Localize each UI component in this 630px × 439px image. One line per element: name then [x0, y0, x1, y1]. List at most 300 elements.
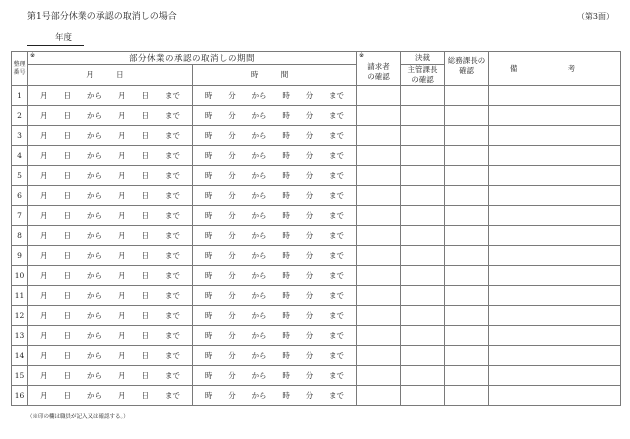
table-row — [12, 306, 621, 326]
time-range-cell[interactable] — [193, 246, 357, 266]
requester-confirm-cell[interactable] — [357, 306, 401, 326]
manager-confirm-cell[interactable] — [401, 326, 445, 346]
gad-chief-confirm-cell[interactable] — [445, 306, 489, 326]
date-unit-label: まで — [165, 371, 180, 380]
manager-confirm-cell[interactable] — [401, 246, 445, 266]
remarks-cell[interactable] — [489, 286, 621, 306]
time-unit-label: 時 — [204, 331, 213, 340]
date-range-cell[interactable] — [28, 146, 193, 166]
time-unit-label: から — [251, 231, 267, 240]
time-unit-label: から — [251, 391, 267, 400]
manager-confirm-cell[interactable] — [401, 146, 445, 166]
time-unit-label: から — [251, 171, 267, 180]
date-unit-label: 日 — [141, 251, 149, 260]
time-unit-label: まで — [329, 351, 345, 360]
row-number: 13 — [12, 326, 28, 346]
manager-confirm-cell[interactable] — [401, 346, 445, 366]
time-unit-label: 時 — [282, 251, 290, 260]
date-unit-label: 日 — [141, 151, 149, 160]
table-row — [12, 246, 621, 266]
date-range-cell[interactable] — [28, 366, 193, 386]
row-number: 12 — [12, 306, 28, 326]
date-unit-label: 月 — [40, 271, 48, 280]
time-unit-label: から — [251, 311, 267, 320]
date-range-cell[interactable] — [28, 286, 193, 306]
date-unit-label: 日 — [63, 91, 71, 100]
requester-header-line1: 請求者 — [367, 61, 390, 71]
date-unit-label: 月 — [40, 331, 48, 340]
time-unit-label: 時 — [282, 111, 290, 120]
time-range-cell[interactable] — [193, 366, 357, 386]
time-unit-label: まで — [329, 311, 345, 320]
time-unit-label: 時 — [282, 311, 290, 320]
time-unit-label: 時 — [282, 151, 290, 160]
time-unit-label: から — [251, 351, 267, 360]
gad-header-line1: 総務課長の — [447, 55, 486, 65]
remarks-cell[interactable] — [489, 306, 621, 326]
time-unit-label: 分 — [305, 231, 314, 240]
time-unit-label: 時 — [204, 351, 213, 360]
remarks-cell[interactable] — [489, 186, 621, 206]
remarks-title: 備 考 — [509, 63, 600, 73]
date-unit-label: 日 — [63, 311, 71, 320]
date-unit-label: まで — [165, 331, 180, 340]
time-unit-label: 分 — [305, 151, 314, 160]
gad-header-line2: 確認 — [459, 65, 475, 75]
date-unit-label: 月 — [118, 171, 126, 180]
time-unit-label: から — [251, 131, 267, 140]
date-unit-label: から — [87, 311, 102, 320]
gad-chief-confirm-cell[interactable] — [445, 106, 489, 126]
manager-confirm-cell[interactable] — [401, 286, 445, 306]
time-unit-label: 時 — [282, 171, 290, 180]
time-range-cell[interactable] — [193, 266, 357, 286]
time-range-cell[interactable] — [193, 346, 357, 366]
table-row — [12, 166, 621, 186]
time-unit-label: 分 — [305, 251, 314, 260]
date-unit-label: 月 — [40, 371, 48, 380]
row-number: 9 — [12, 246, 28, 266]
date-unit-label: 日 — [141, 91, 149, 100]
staff-mark: ※ — [30, 52, 36, 59]
date-range-cell[interactable] — [28, 346, 193, 366]
date-unit-label: 月 — [40, 211, 48, 220]
row-number: 4 — [12, 146, 28, 166]
manager-confirm-cell[interactable] — [401, 366, 445, 386]
manager-confirm-cell[interactable] — [401, 106, 445, 126]
date-unit-label: 日 — [63, 351, 71, 360]
remarks-cell[interactable] — [489, 106, 621, 126]
date-unit-label: から — [87, 371, 102, 380]
requester-header-line2: の確認 — [367, 71, 390, 81]
requester-confirm-cell[interactable] — [357, 106, 401, 126]
time-unit-label: 時 — [282, 271, 290, 280]
time-unit-label: 時 — [282, 191, 290, 200]
date-unit-label: 日 — [63, 391, 71, 400]
time-unit-label: 分 — [305, 351, 314, 360]
date-unit-label: 日 — [141, 231, 149, 240]
remarks-cell[interactable] — [489, 326, 621, 346]
date-unit-label: 日 — [141, 131, 149, 140]
time-range-cell[interactable] — [193, 126, 357, 146]
date-range-cell[interactable] — [28, 246, 193, 266]
gad-chief-confirm-cell[interactable] — [445, 166, 489, 186]
date-unit-label: 月 — [118, 211, 126, 220]
row-number: 11 — [12, 286, 28, 306]
time-unit-label: 時 — [204, 111, 213, 120]
date-unit-label: から — [87, 91, 102, 100]
time-unit-label: まで — [329, 111, 345, 120]
time-unit-label: 分 — [228, 91, 236, 100]
time-unit-label: まで — [329, 211, 345, 220]
date-unit-label: 月 — [40, 91, 48, 100]
time-unit-label: 分 — [305, 91, 314, 100]
time-unit-label: 分 — [305, 371, 314, 380]
requester-confirm-cell[interactable] — [357, 146, 401, 166]
date-unit-label: 月 — [40, 251, 48, 260]
date-unit-label: から — [87, 231, 102, 240]
table-row — [12, 346, 621, 366]
date-unit-label: 月 — [118, 331, 126, 340]
date-range-cell[interactable] — [28, 326, 193, 346]
requester-confirm-cell[interactable] — [357, 166, 401, 186]
time-unit-label: 分 — [228, 351, 236, 360]
remarks-cell[interactable] — [489, 346, 621, 366]
time-unit-label: から — [251, 91, 267, 100]
time-unit-label: まで — [329, 251, 345, 260]
row-number: 8 — [12, 226, 28, 246]
date-unit-label: 月 — [40, 391, 48, 400]
time-unit-label: 時 — [282, 331, 290, 340]
time-unit-label: 分 — [228, 391, 236, 400]
date-unit-label: まで — [165, 131, 180, 140]
date-unit-label: 日 — [141, 311, 149, 320]
date-unit-label: から — [87, 291, 102, 300]
date-unit-label: 月 — [118, 371, 126, 380]
date-range-cell[interactable] — [28, 226, 193, 246]
date-unit-label: 日 — [63, 331, 71, 340]
gad-chief-confirm-cell[interactable] — [445, 226, 489, 246]
remarks-cell[interactable] — [489, 206, 621, 226]
gad-chief-confirm-cell[interactable] — [445, 146, 489, 166]
date-unit-label: 日 — [63, 231, 71, 240]
time-unit-label: 分 — [305, 171, 314, 180]
date-unit-label: 日 — [141, 211, 149, 220]
date-unit-label: から — [87, 251, 102, 260]
date-header — [28, 65, 193, 86]
time-range-cell[interactable] — [193, 166, 357, 186]
date-range-cell[interactable] — [28, 266, 193, 286]
date-unit-label: 日 — [141, 291, 149, 300]
date-unit-label: 日 — [63, 291, 71, 300]
cancellation-table — [11, 51, 621, 406]
gad-chief-confirm-cell[interactable] — [445, 326, 489, 346]
date-unit-label: 月 — [40, 171, 48, 180]
time-unit-label: 時 — [204, 231, 213, 240]
time-range-cell[interactable] — [193, 146, 357, 166]
time-unit-label: から — [251, 111, 267, 120]
date-unit-label: 日 — [63, 371, 71, 380]
time-unit-label: から — [251, 371, 267, 380]
date-unit-label: まで — [165, 351, 180, 360]
requester-confirm-cell[interactable] — [357, 206, 401, 226]
table-row — [12, 206, 621, 226]
date-unit-label: 日 — [63, 131, 71, 140]
date-unit-label: 日 — [141, 371, 149, 380]
requester-confirm-cell[interactable] — [357, 186, 401, 206]
remarks-cell[interactable] — [489, 246, 621, 266]
time-range-cell[interactable] — [193, 206, 357, 226]
date-unit-label: 月 — [40, 111, 48, 120]
manager-header-line1: 主管課長 — [407, 65, 438, 74]
date-range-cell[interactable] — [28, 126, 193, 146]
table-row — [12, 86, 621, 106]
requester-confirm-cell[interactable] — [357, 326, 401, 346]
date-unit-label: 月 — [118, 291, 126, 300]
time-unit-label: 時 — [204, 271, 213, 280]
gad-chief-confirm-cell[interactable] — [445, 366, 489, 386]
date-unit-label: 月 — [118, 91, 126, 100]
time-unit-label: 分 — [305, 111, 314, 120]
manager-confirm-cell[interactable] — [401, 386, 445, 406]
remarks-cell[interactable] — [489, 386, 621, 406]
time-unit-label: 時 — [204, 211, 213, 220]
date-unit-label: から — [87, 171, 102, 180]
time-unit-label: まで — [329, 131, 345, 140]
date-unit-label: 月 — [118, 151, 126, 160]
date-unit-label: 月 — [118, 131, 126, 140]
time-unit-label: 時 — [204, 371, 213, 380]
row-number: 2 — [12, 106, 28, 126]
seq-header-line1: 整理 — [13, 60, 26, 68]
time-header-label: 時 間 — [250, 70, 299, 79]
date-unit-label: 日 — [63, 191, 71, 200]
manager-confirm-cell[interactable] — [401, 306, 445, 326]
date-unit-label: 月 — [118, 111, 126, 120]
table-row — [12, 386, 621, 406]
date-unit-label: まで — [165, 291, 180, 300]
date-unit-label: 日 — [141, 391, 149, 400]
date-unit-label: 日 — [63, 251, 71, 260]
fiscal-year-label: 年度 — [55, 33, 73, 43]
seq-header-line2: 番号 — [13, 68, 26, 76]
date-unit-label: から — [87, 351, 102, 360]
gad-chief-confirm-cell[interactable] — [445, 186, 489, 206]
manager-confirm-cell[interactable] — [401, 266, 445, 286]
date-unit-label: まで — [165, 231, 180, 240]
time-unit-label: 分 — [228, 151, 236, 160]
remarks-cell[interactable] — [489, 366, 621, 386]
requester-confirm-cell[interactable] — [357, 126, 401, 146]
date-range-cell[interactable] — [28, 166, 193, 186]
time-unit-label: まで — [329, 191, 345, 200]
table-row — [12, 326, 621, 346]
date-unit-label: まで — [165, 311, 180, 320]
time-range-cell[interactable] — [193, 226, 357, 246]
time-unit-label: 分 — [305, 131, 314, 140]
date-unit-label: から — [87, 331, 102, 340]
requester-confirm-cell[interactable] — [357, 386, 401, 406]
date-range-cell[interactable] — [28, 86, 193, 106]
time-range-cell[interactable] — [193, 186, 357, 206]
date-unit-label: 月 — [40, 131, 48, 140]
manager-header-line2: の確認 — [411, 75, 434, 84]
row-number: 16 — [12, 386, 28, 406]
date-unit-label: 月 — [40, 311, 48, 320]
time-unit-label: 分 — [228, 211, 236, 220]
date-range-cell[interactable] — [28, 306, 193, 326]
page-label: （第3面） — [576, 12, 614, 21]
gad-chief-confirm-cell[interactable] — [445, 246, 489, 266]
staff-mark: ※ — [359, 52, 365, 59]
time-unit-label: から — [251, 191, 267, 200]
date-unit-label: 月 — [118, 391, 126, 400]
requester-confirm-cell[interactable] — [357, 346, 401, 366]
date-unit-label: まで — [165, 171, 180, 180]
requester-confirm-cell[interactable] — [357, 266, 401, 286]
date-unit-label: から — [87, 211, 102, 220]
row-number: 14 — [12, 346, 28, 366]
time-unit-label: 分 — [228, 131, 236, 140]
time-unit-label: 時 — [204, 171, 213, 180]
date-unit-label: 月 — [40, 351, 48, 360]
requester-confirm-cell[interactable] — [357, 366, 401, 386]
time-range-cell[interactable] — [193, 306, 357, 326]
remarks-cell[interactable] — [489, 126, 621, 146]
gad-chief-confirm-cell[interactable] — [445, 386, 489, 406]
table-row — [12, 366, 621, 386]
table-row — [12, 186, 621, 206]
date-header-label: 月 日 — [86, 70, 134, 79]
remarks-cell[interactable] — [489, 166, 621, 186]
date-unit-label: 日 — [141, 331, 149, 340]
date-unit-label: から — [87, 271, 102, 280]
fiscal-year-field[interactable] — [27, 30, 84, 46]
time-range-cell[interactable] — [193, 386, 357, 406]
time-unit-label: 時 — [204, 251, 213, 260]
time-unit-label: 分 — [305, 191, 314, 200]
footnote: （※印の欄は職員が記入又は確認する。） — [27, 414, 129, 420]
time-unit-label: 分 — [228, 371, 236, 380]
time-range-cell[interactable] — [193, 286, 357, 306]
time-unit-label: 時 — [282, 231, 290, 240]
time-unit-label: 分 — [305, 391, 314, 400]
date-unit-label: 日 — [63, 111, 71, 120]
table-row — [12, 226, 621, 246]
manager-confirm-cell[interactable] — [401, 206, 445, 226]
time-range-cell[interactable] — [193, 106, 357, 126]
date-unit-label: 月 — [40, 151, 48, 160]
date-unit-label: まで — [165, 211, 180, 220]
date-unit-label: 月 — [118, 251, 126, 260]
date-unit-label: 月 — [118, 191, 126, 200]
seq-number-header — [12, 52, 28, 86]
time-unit-label: まで — [329, 271, 345, 280]
time-unit-label: 時 — [204, 391, 213, 400]
period-header — [28, 52, 357, 65]
requester-confirm-cell[interactable] — [357, 226, 401, 246]
date-range-cell[interactable] — [28, 186, 193, 206]
gad-chief-confirm-cell[interactable] — [445, 286, 489, 306]
time-unit-label: まで — [329, 231, 345, 240]
gad-chief-confirm-cell[interactable] — [445, 126, 489, 146]
date-unit-label: 日 — [63, 151, 71, 160]
requester-confirm-cell[interactable] — [357, 86, 401, 106]
remarks-cell[interactable] — [489, 226, 621, 246]
manager-confirm-cell[interactable] — [401, 86, 445, 106]
time-unit-label: から — [251, 291, 267, 300]
manager-confirm-cell[interactable] — [401, 126, 445, 146]
time-unit-label: 時 — [282, 351, 290, 360]
date-unit-label: 月 — [40, 231, 48, 240]
time-unit-label: まで — [329, 171, 345, 180]
manager-confirm-cell[interactable] — [401, 226, 445, 246]
time-header — [193, 65, 357, 86]
date-unit-label: 日 — [63, 211, 71, 220]
manager-confirm-cell[interactable] — [401, 186, 445, 206]
date-unit-label: 日 — [141, 171, 149, 180]
date-unit-label: から — [87, 391, 102, 400]
gad-chief-confirm-cell[interactable] — [445, 346, 489, 366]
time-unit-label: まで — [329, 151, 345, 160]
time-unit-label: 時 — [204, 191, 213, 200]
date-range-cell[interactable] — [28, 206, 193, 226]
time-unit-label: 時 — [204, 151, 213, 160]
requester-confirm-cell[interactable] — [357, 246, 401, 266]
time-unit-label: 分 — [305, 311, 314, 320]
date-unit-label: から — [87, 191, 102, 200]
period-title: 部分休業の承認の取消しの期間 — [129, 54, 256, 64]
date-range-cell[interactable] — [28, 106, 193, 126]
time-range-cell[interactable] — [193, 86, 357, 106]
time-unit-label: から — [251, 211, 267, 220]
time-unit-label: 分 — [305, 291, 314, 300]
time-unit-label: 分 — [228, 311, 236, 320]
time-unit-label: 時 — [282, 391, 290, 400]
time-unit-label: 時 — [204, 311, 213, 320]
table-row — [12, 146, 621, 166]
time-unit-label: 時 — [204, 131, 213, 140]
date-unit-label: から — [87, 131, 102, 140]
gad-chief-confirm-cell[interactable] — [445, 206, 489, 226]
time-unit-label: 時 — [282, 211, 290, 220]
time-unit-label: 時 — [282, 91, 290, 100]
date-unit-label: 日 — [141, 351, 149, 360]
remarks-cell[interactable] — [489, 86, 621, 106]
row-number: 10 — [12, 266, 28, 286]
date-unit-label: まで — [165, 191, 180, 200]
date-unit-label: まで — [165, 91, 180, 100]
remarks-cell[interactable] — [489, 266, 621, 286]
row-number: 15 — [12, 366, 28, 386]
row-number: 3 — [12, 126, 28, 146]
remarks-cell[interactable] — [489, 146, 621, 166]
requester-confirm-cell[interactable] — [357, 286, 401, 306]
gad-chief-confirm-cell[interactable] — [445, 266, 489, 286]
time-unit-label: 時 — [282, 371, 290, 380]
row-number: 6 — [12, 186, 28, 206]
gad-chief-confirm-header — [445, 52, 489, 86]
gad-chief-confirm-cell[interactable] — [445, 86, 489, 106]
time-unit-label: 分 — [228, 191, 236, 200]
date-range-cell[interactable] — [28, 386, 193, 406]
time-range-cell[interactable] — [193, 326, 357, 346]
date-unit-label: 日 — [141, 191, 149, 200]
requester-confirm-header — [357, 52, 401, 86]
time-unit-label: から — [251, 151, 267, 160]
manager-confirm-cell[interactable] — [401, 166, 445, 186]
manager-confirm-header — [401, 65, 445, 86]
